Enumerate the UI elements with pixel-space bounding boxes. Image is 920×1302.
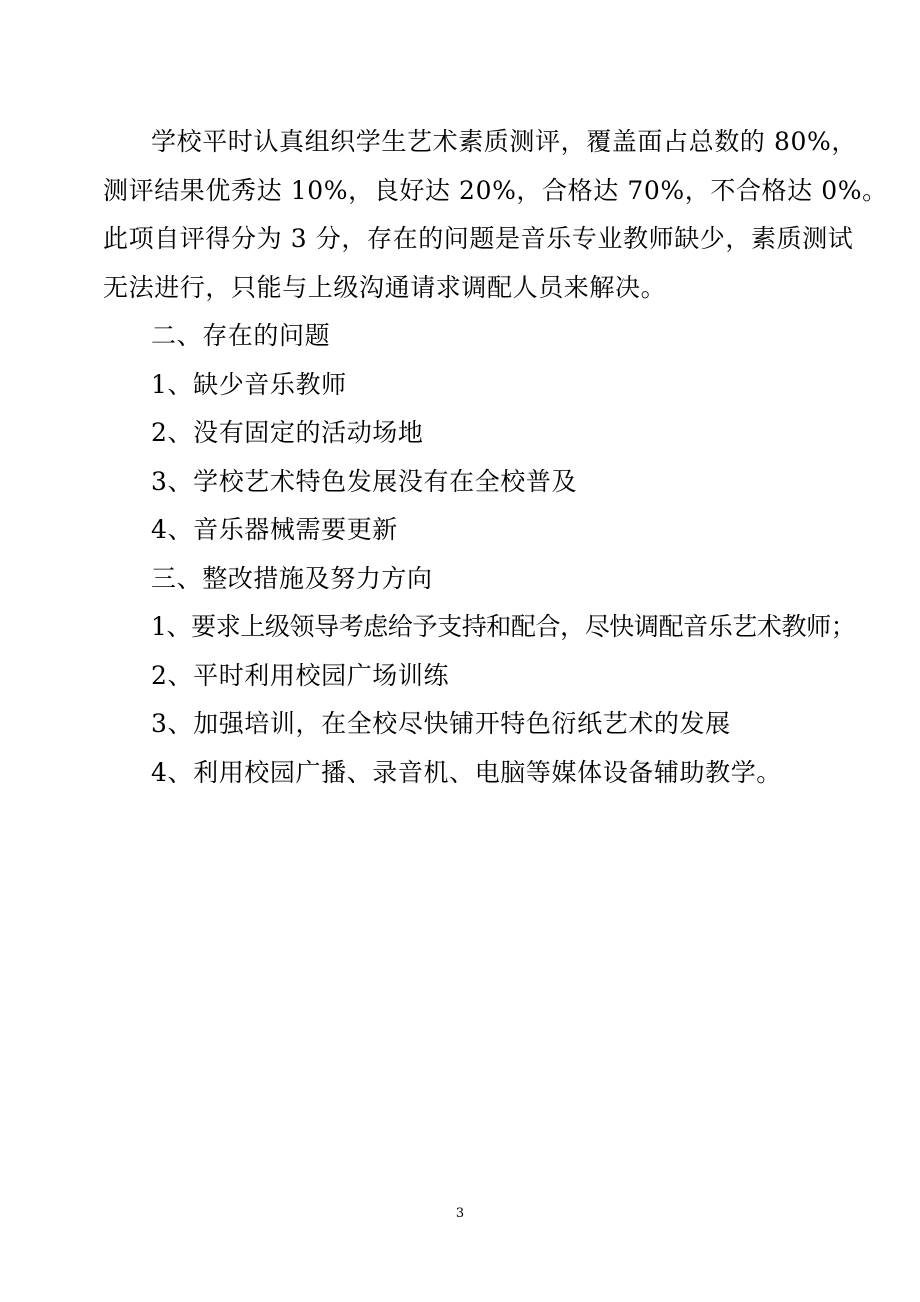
list-item: 4、音乐器械需要更新 [151, 515, 398, 544]
list-item: 3、学校艺术特色发展没有在全校普及 [151, 466, 578, 496]
paragraph-line: 学校平时认真组织学生艺术素质测评，覆盖面占总数的 80%， [151, 127, 857, 156]
list-item: 1、要求上级领导考虑给予支持和配合，尽快调配音乐艺术教师； [151, 612, 856, 641]
list-item: 2、平时利用校园广场训练 [151, 660, 450, 690]
list-item: 4、利用校园广播、录音机、电脑等媒体设备辅助教学。 [151, 757, 782, 787]
section-heading-measures: 三、整改措施及努力方向 [151, 563, 433, 593]
document-body [103, 118, 888, 797]
paragraph-line: 测评结果优秀达 10%，良好达 20%，合格达 70%，不合格达 0%。 [103, 175, 888, 205]
paragraph-line: 此项自评得分为 3 分，存在的问题是音乐专业教师缺少，素质测试 [103, 224, 854, 253]
section-measures [103, 555, 856, 798]
paragraph-line: 无法进行，只能与上级沟通请求调配人员来解决。 [103, 272, 667, 302]
section-problems [103, 312, 823, 555]
page-number: 3 [455, 1206, 465, 1221]
paragraph-self-assessment [103, 118, 888, 312]
section-heading-problems: 二、存在的问题 [151, 321, 331, 350]
list-item: 2、没有固定的活动场地 [151, 418, 424, 447]
list-item: 1、缺少音乐教师 [151, 369, 347, 399]
list-item: 3、加强培训，在全校尽快铺开特色衍纸艺术的发展 [151, 709, 731, 738]
